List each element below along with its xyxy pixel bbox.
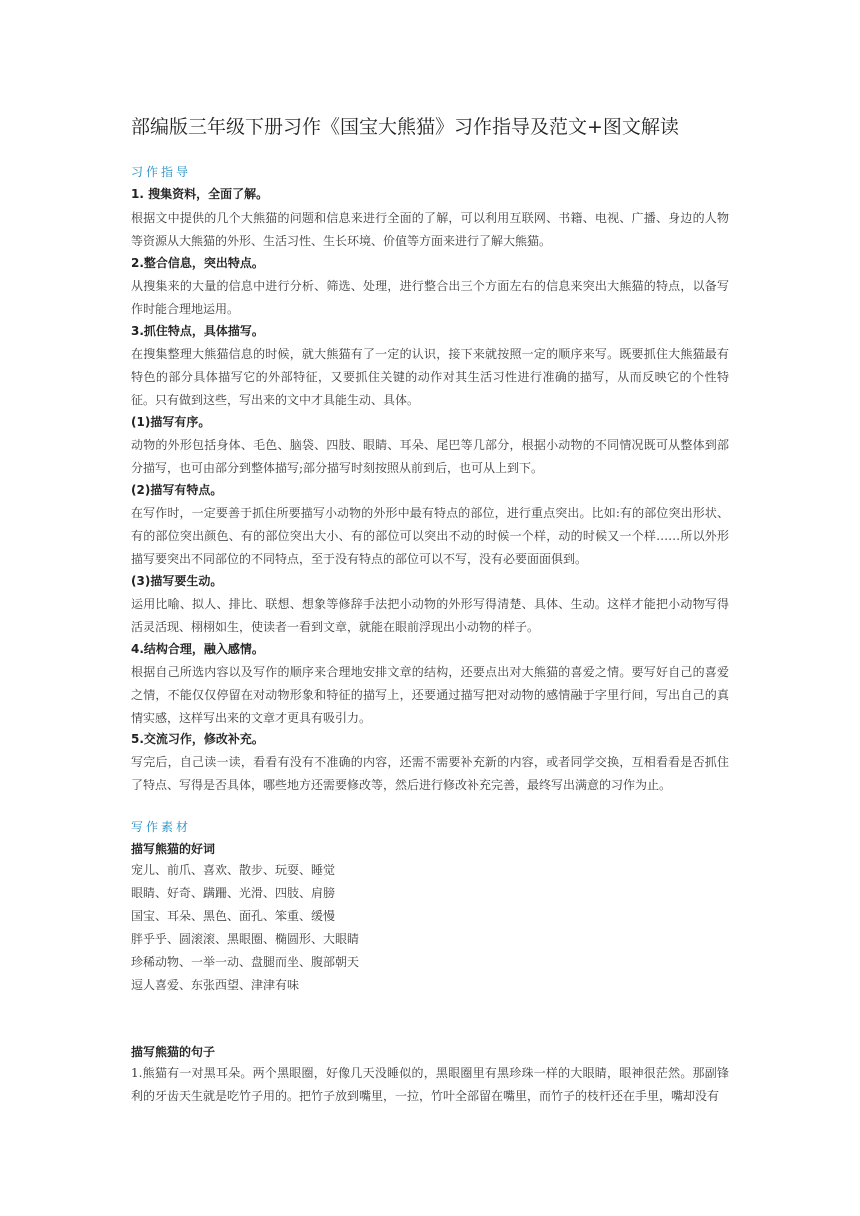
paragraph-characteristic: 在写作时，一定要善于抓住所要描写小动物的外形中最有特点的部位，进行重点突出。比如:有的部位突出形状、有的部位突出颜色、有的部位突出大小、有的部位可以突出不动的时候一个样，动的时候又一个样……所以外形描写要突出不同部位的不同特点，至于没有特点的部位可以不写，没有必要面面俱到。 xyxy=(131,506,729,566)
heading-characteristic: (2)描写有特点。 xyxy=(131,483,223,497)
page-title: 部编版三年级下册习作《国宝大熊猫》习作指导及范文+图文解读 xyxy=(131,116,679,138)
word-list-line: 珍稀动物、一举一动、盘腿而坐、腹部朝天 xyxy=(131,955,360,969)
paragraph-vivid: 运用比喻、拟人、排比、联想、想象等修辞手法把小动物的外形写得清楚、具体、生动。这样才能把小动物写得活灵活现、栩栩如生，使读者一看到文章，就能在眼前浮现出小动物的样子。 xyxy=(131,597,729,634)
heading-sentences: 描写熊猫的句子 xyxy=(131,1045,216,1059)
paragraph-features: 在搜集整理大熊猫信息的时候，就大熊猫有了一定的认识，接下来就按照一定的顺序来写。既要抓住大熊猫最有特色的部分具体描写它的外部特征，又要抓住关键的动作对其生活习性进行准确的描写，从而反映它的个性特征。只有做到这些，写出来的文中才具能生动、具体。 xyxy=(131,347,729,407)
word-list-line: 逗人喜爱、东张西望、津津有味 xyxy=(131,978,300,992)
paragraph-sentence-1: 1.熊猫有一对黑耳朵。两个黑眼圈，好像几天没睡似的，黑眼圈里有黑珍珠一样的大眼睛，眼神很茫然。那副锋利的牙齿天生就是吃竹子用的。把竹子放到嘴里，一拉，竹叶全部留在嘴里，而竹子的枝杆还在手里，嘴却没有 xyxy=(131,1066,729,1103)
paragraph-revise: 写完后，自己读一读，看看有没有不准确的内容，还需不需要补充新的内容，或者同学交换，互相看看是否抓住了特点、写得是否具体，哪些地方还需要修改等，然后进行修改补充完善，最终写出满意的习作为止。 xyxy=(131,755,729,792)
heading-good-words: 描写熊猫的好词 xyxy=(131,842,216,856)
paragraph-ordered: 动物的外形包括身体、毛色、脑袋、四肢、眼睛、耳朵、尾巴等几部分，根据小动物的不同情况既可从整体到部分描写，也可由部分到整体描写;部分描写时刻按照从前到后，也可从上到下。 xyxy=(131,438,729,475)
paragraph-structure: 根据自己所选内容以及写作的顺序来合理地安排文章的结构，还要点出对大熊猫的喜爱之情。要写好自己的喜爱之情，不能仅仅停留在对动物形象和特征的描写上，还要通过描写把对动物的感情融于字里行间，写出自己的真情实感，这样写出来的文章才更具有吸引力。 xyxy=(131,665,729,725)
heading-vivid: (3)描写要生动。 xyxy=(131,574,223,588)
word-list-line: 胖乎乎、圆滚滚、黑眼圈、椭圆形、大眼睛 xyxy=(131,932,360,946)
heading-structure: 4.结构合理，融入感情。 xyxy=(131,642,264,656)
section-label-guide: 习作指导 xyxy=(131,165,192,179)
heading-features: 3.抓住特点，具体描写。 xyxy=(131,324,264,338)
heading-collect: 1. 搜集资料，全面了解。 xyxy=(131,187,269,201)
heading-revise: 5.交流习作，修改补充。 xyxy=(131,732,264,746)
word-list-line: 眼睛、好奇、蹒跚、光滑、四肢、肩膀 xyxy=(131,886,336,900)
heading-integrate: 2.整合信息，突出特点。 xyxy=(131,256,264,270)
word-list-line: 国宝、耳朵、黑色、面孔、笨重、缓慢 xyxy=(131,909,336,923)
heading-ordered: (1)描写有序。 xyxy=(131,415,211,429)
paragraph-integrate: 从搜集来的大量的信息中进行分析、筛选、处理，进行整合出三个方面左右的信息来突出大熊猫的特点，以备写作时能合理地运用。 xyxy=(131,279,729,316)
paragraph-collect: 根据文中提供的几个大熊猫的问题和信息来进行全面的了解，可以利用互联网、书籍、电视、广播、身边的人物等资源从大熊猫的外形、生活习性、生长环境、价值等方面来进行了解大熊猫。 xyxy=(131,211,729,248)
word-list-line: 宠儿、前爪、喜欢、散步、玩耍、睡觉 xyxy=(131,863,336,877)
section-label-material: 写作素材 xyxy=(131,820,192,834)
